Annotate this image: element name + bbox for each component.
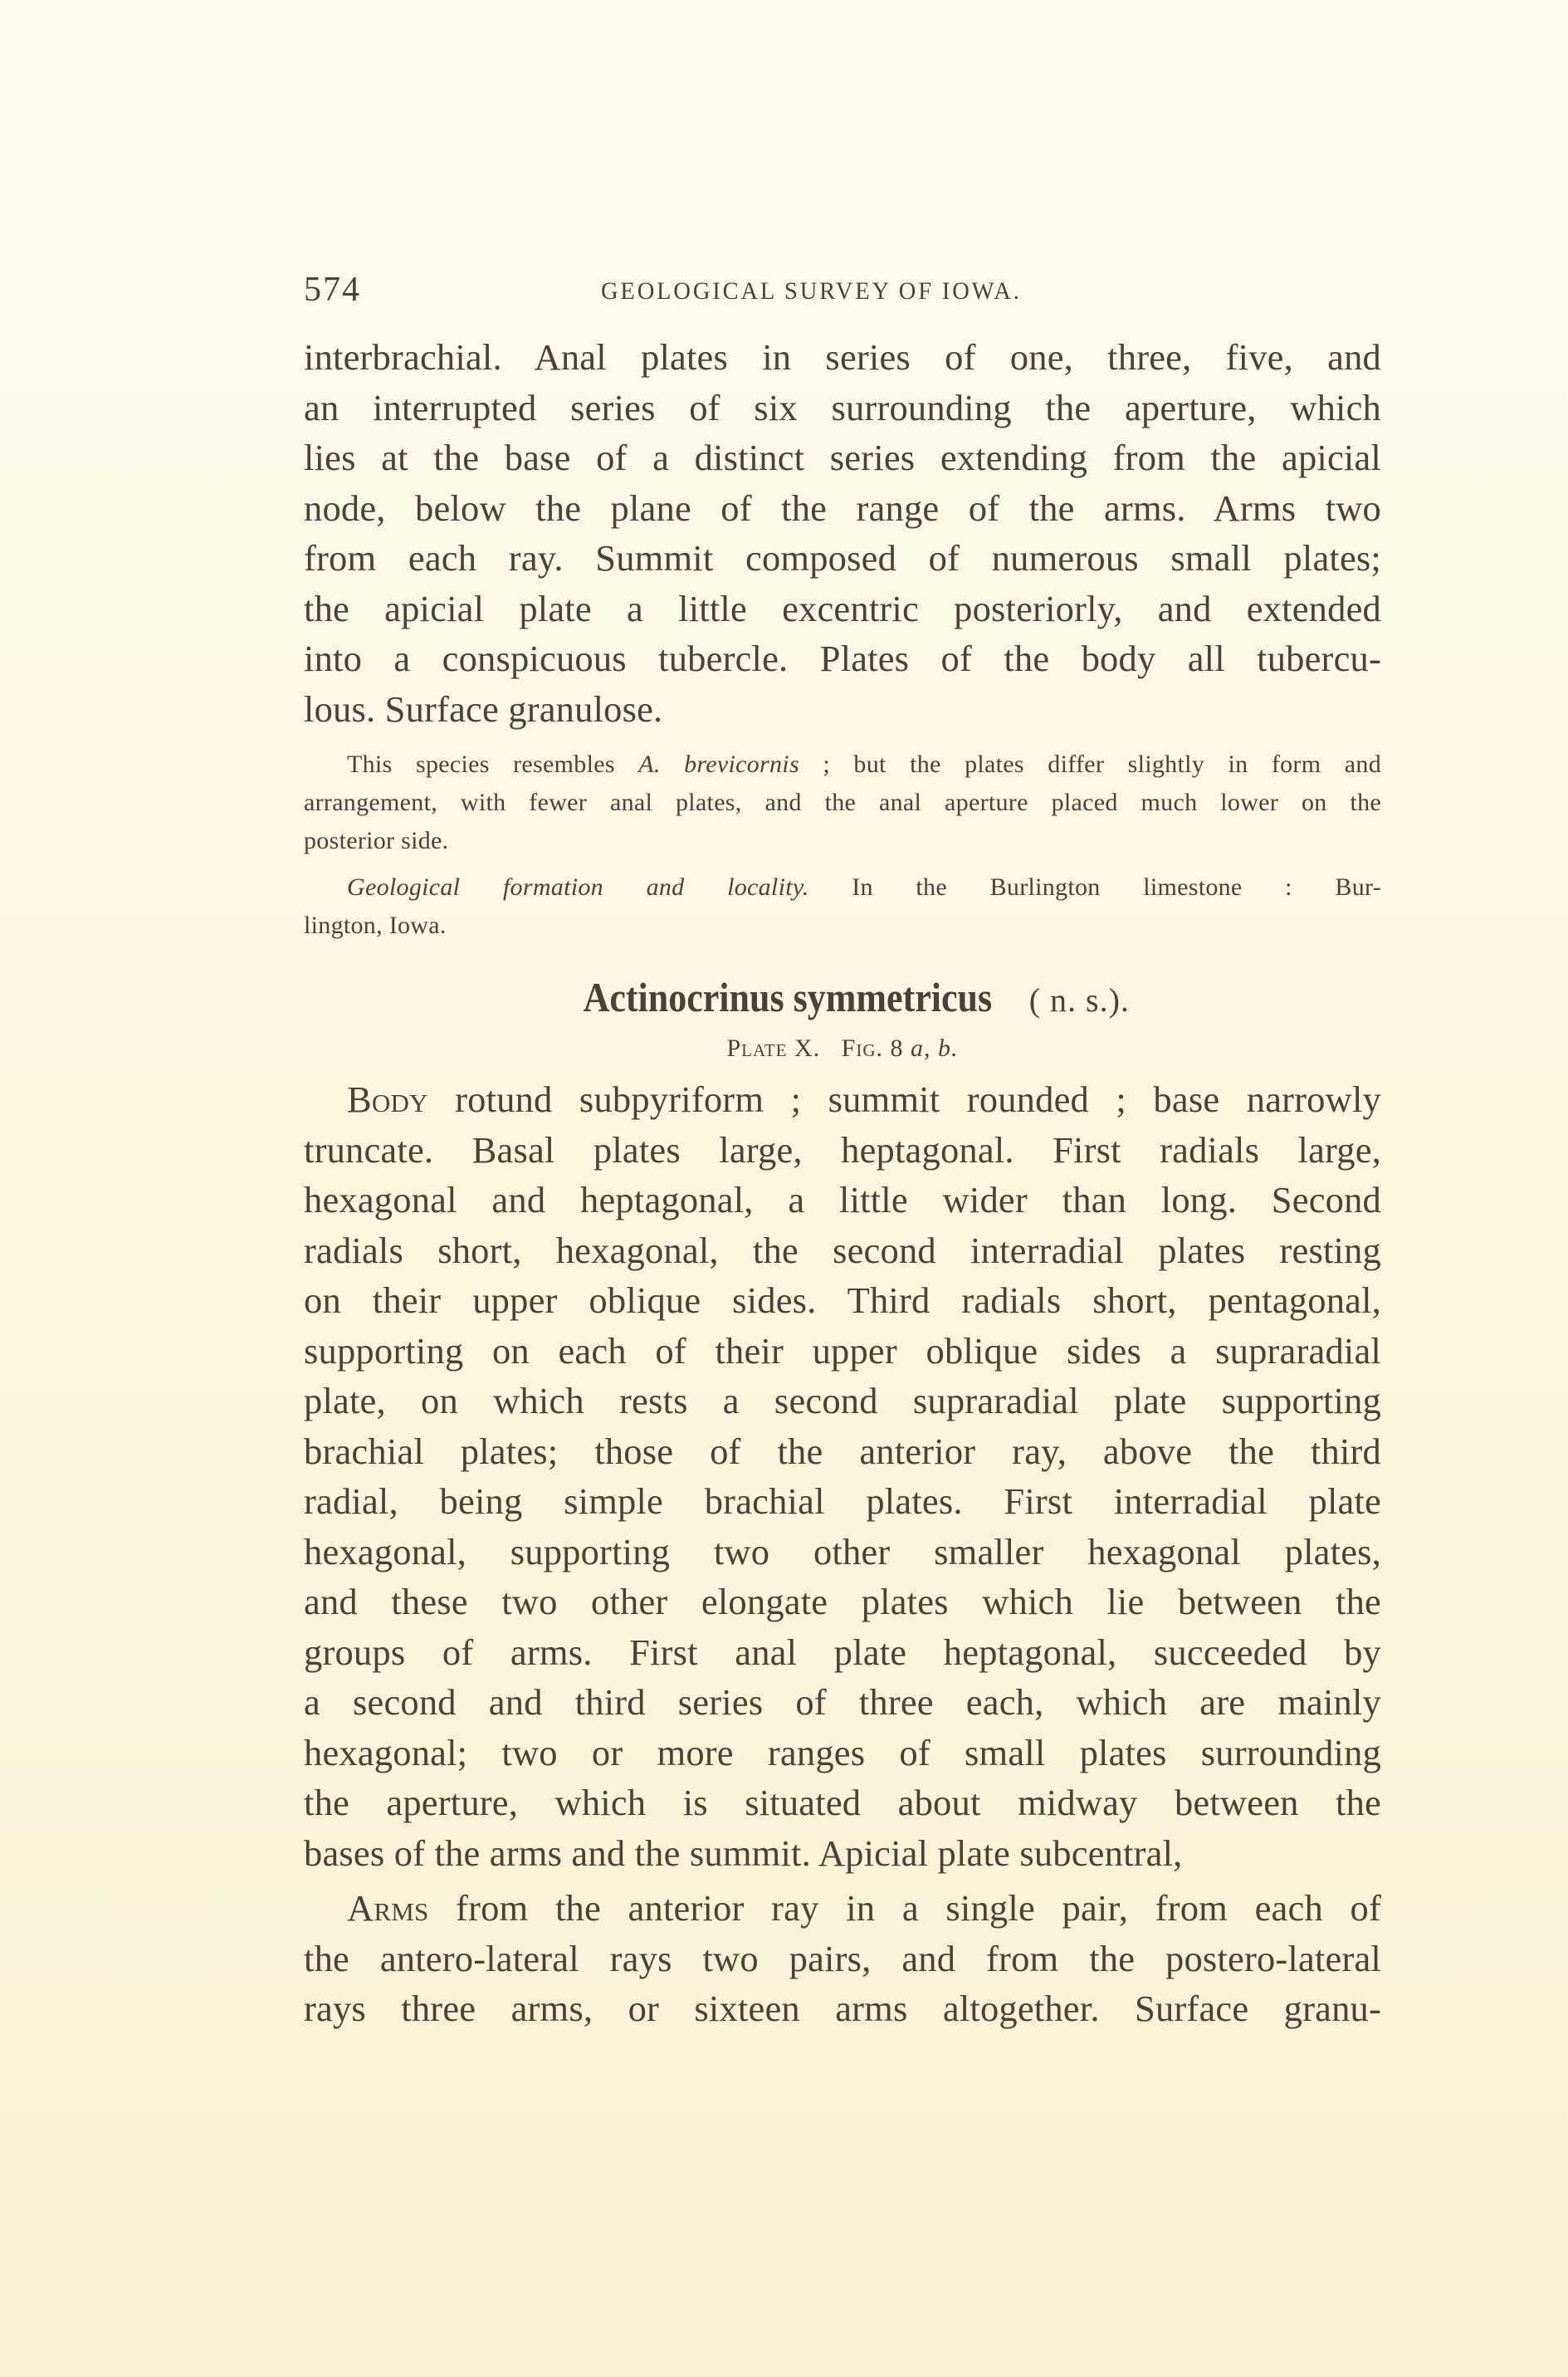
remark-paragraph (304, 746, 1381, 860)
text-line: truncate. Basal plates large, heptagonal. First radials large, (304, 1128, 1381, 1171)
body-text: from the anterior ray in a single pair, from each of (428, 1887, 1381, 1929)
text-line: brachial plates; those of the anterior ray, above the third (304, 1430, 1381, 1472)
body-text: rotund subpyriform ; summit rounded ; base narrowly (427, 1078, 1381, 1120)
running-title: GEOLOGICAL SURVEY OF IOWA. (601, 277, 1022, 305)
text-line: on their upper oblique sides. Third radials short, pentagonal, (304, 1279, 1381, 1321)
text-line (304, 1883, 1381, 1934)
fig-parts: a, b. (911, 1034, 959, 1062)
species-reference: A. brevicornis (638, 751, 799, 778)
text-line: the aperture, which is situated about midway between the (304, 1782, 1381, 1823)
text-line: posterior side. (304, 827, 449, 854)
plate-reference (304, 1028, 1381, 1069)
body-description-paragraph (304, 1074, 1381, 1878)
text-line: lington, Iowa. (304, 912, 447, 939)
text-line: rays three arms, or sixteen arms altogether. Surface granu- (304, 1988, 1381, 2029)
lead-word: Arms (347, 1887, 429, 1929)
remark-text: This species resembles (347, 751, 639, 778)
text-line: hexagonal; two or more ranges of small plates surrounding (304, 1731, 1381, 1773)
locality-text: In the Burlington limestone : Bur- (808, 873, 1381, 901)
species-heading (304, 968, 1381, 1026)
text-line: interbrachial. Anal plates in series of one, three, five, and (304, 336, 1381, 378)
text-line: and these two other elongate plates which lie between the (304, 1581, 1381, 1622)
book-page (304, 264, 1381, 2034)
running-head (304, 264, 1381, 315)
text-line: node, below the plane of the range of the arms. Arms two (304, 487, 1381, 529)
arms-description-paragraph (304, 1883, 1381, 2034)
page-number: 574 (304, 271, 361, 309)
text-line: radials short, hexagonal, the second interradial plates resting (304, 1229, 1381, 1271)
text-line: into a conspicuous tubercle. Plates of the body all tubercu- (304, 638, 1381, 679)
remark-text: ; but the plates differ slightly in form and (799, 751, 1381, 778)
text-line: radial, being simple brachial plates. First interradial plate (304, 1480, 1381, 1522)
species-status: ( n. s.). (1019, 981, 1130, 1019)
text-line: supporting on each of their upper oblique sides a supraradial (304, 1329, 1381, 1372)
text-line: an interrupted series of six surrounding the aperture, which (304, 386, 1381, 428)
text-line: bases of the arms and the summit. Apicial plate subcentral, (304, 1832, 1183, 1874)
text-line (304, 746, 1381, 784)
text-line: the antero-lateral rays two pairs, and from the postero-lateral (304, 1937, 1381, 1979)
text-line: lous. Surface granulose. (304, 687, 663, 730)
text-line: the apicial plate a little excentric posteriorly, and extended (304, 587, 1381, 629)
text-line: groups of arms. First anal plate heptagonal, succeeded by (304, 1631, 1381, 1673)
text-line: plate, on which rests a second supraradial plate supporting (304, 1380, 1381, 1421)
locality-label: Geological formation and locality. (347, 873, 809, 901)
text-line: from each ray. Summit composed of numerous small plates; (304, 537, 1381, 579)
text-line: a second and third series of three each, which are mainly (304, 1681, 1381, 1723)
plate-number: X. (787, 1034, 821, 1062)
fig-label: Fig. (841, 1034, 884, 1062)
species-name: Actinocrinus symmetricus (583, 974, 993, 1020)
fig-number: 8 (883, 1034, 911, 1062)
plate-label: Plate (726, 1034, 788, 1062)
text-line: lies at the base of a distinct series extending from the apicial (304, 437, 1381, 478)
text-line (304, 1074, 1381, 1125)
lead-word: Body (347, 1078, 428, 1120)
text-line: hexagonal, supporting two other smaller hexagonal plates, (304, 1530, 1381, 1572)
locality-paragraph (304, 868, 1381, 945)
continuation-paragraph (304, 332, 1381, 734)
text-line: hexagonal and heptagonal, a little wider than long. Second (304, 1179, 1381, 1220)
text-line: arrangement, with fewer anal plates, and the anal aperture placed much lower on the (304, 789, 1381, 816)
text-line (304, 868, 1381, 907)
